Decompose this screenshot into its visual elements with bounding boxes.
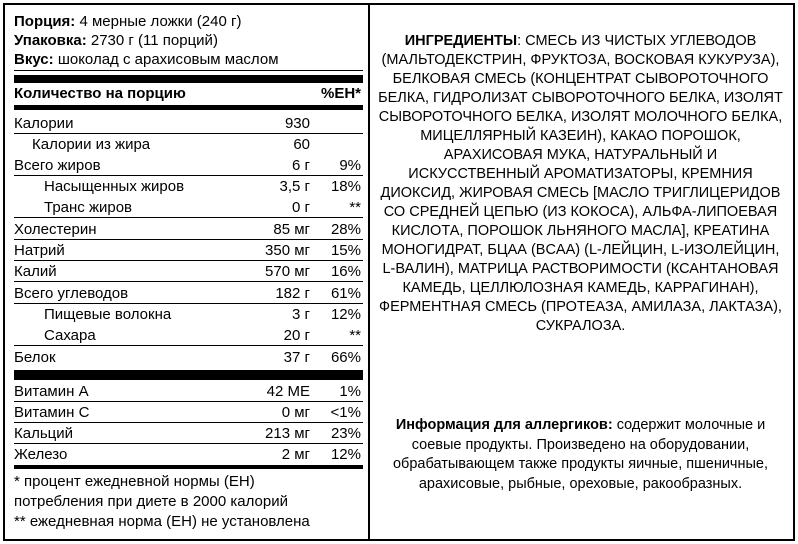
nutrient-name: Калории из жира — [32, 136, 151, 153]
nutrient-name: Транс жиров — [44, 199, 133, 216]
nutrient-row — [14, 113, 363, 134]
nutrient-daily-value: ** — [349, 199, 361, 216]
nutrient-daily-value: 12% — [330, 446, 361, 463]
nutrient-name: Всего жиров — [14, 157, 101, 174]
allergen-info: Информация для аллергиков: содержит молочные и соевые продукты. Произведено на оборудовании, обрабатывающем также продукты яичные, пшеничные, арахисовые, рыбные, ореховые, ракообразных. — [392, 417, 769, 492]
footnote-2: потребления при диете в 2000 калорий — [14, 493, 288, 510]
package-size: Упаковка: 2730 г (11 порций) — [14, 32, 218, 49]
nutrient-amount: 3 г — [292, 306, 310, 323]
nutrient-amount: 2 мг — [281, 446, 310, 463]
nutrient-daily-value: <1% — [330, 404, 361, 421]
thick-divider — [14, 105, 363, 110]
nutrient-row — [14, 197, 363, 218]
nutrient-row — [14, 219, 363, 240]
nutrient-amount: 213 мг — [265, 425, 310, 442]
thick-divider — [14, 465, 363, 469]
nutrient-name: Железо — [14, 446, 68, 463]
nutrient-amount: 85 мг — [273, 221, 310, 238]
thick-divider — [14, 75, 363, 83]
nutrition-facts-panel: Порция: 4 мерные ложки (240 г) Упаковка: 2730 г (11 порций) Вкус: шоколад с арахисовым маслом Количество на порцию %ЕН* Калории 930 Калории из жира 60 Всего жиров 6 г 9% Насыщенных жиров 3,5 г 18% Транс жиров 0 г ** Холестерин 85 мг 28% Натрий 350 мг 15% Калий 570 мг 16% Всего углеводов 182 г 61% Пищевые волокна 3 г 12% Сахара 20 г ** Белок 37 г 66% Витамин А 42 МЕ 1% Витамин С 0 мг <1% Кальций 213 мг 23% Железо 2 мг 12% * процент ежедневной нормы (ЕН) потребления при диете в 2000 калорий ** ежедневная норма (ЕН) не установлена — [5, 5, 370, 539]
nutrient-daily-value: 66% — [330, 349, 361, 366]
nutrient-amount: 60 — [293, 136, 310, 153]
nutrient-row — [14, 283, 363, 304]
nutrient-row — [14, 240, 363, 261]
flavor: Вкус: шоколад с арахисовым маслом — [14, 51, 279, 68]
nutrient-name: Холестерин — [14, 221, 97, 238]
serving-size: Порция: 4 мерные ложки (240 г) — [14, 13, 242, 30]
nutrient-name: Калий — [14, 263, 57, 280]
nutrient-row — [14, 325, 363, 346]
nutrient-amount: 350 мг — [265, 242, 310, 259]
nutrient-amount: 0 г — [292, 199, 310, 216]
nutrient-daily-value: 23% — [330, 425, 361, 442]
divider — [14, 70, 363, 71]
nutrient-name: Сахара — [44, 327, 96, 344]
nutrient-name: Натрий — [14, 242, 65, 259]
nutrient-daily-value: 1% — [339, 383, 361, 400]
nutrient-row — [14, 176, 363, 197]
nutrient-row — [14, 381, 363, 402]
nutrition-label — [3, 3, 795, 541]
nutrient-amount: 3,5 г — [279, 178, 310, 195]
nutrient-daily-value: 61% — [330, 285, 361, 302]
nutrient-amount: 930 — [284, 115, 310, 132]
nutrient-row — [14, 261, 363, 282]
nutrient-name: Насыщенных жиров — [44, 178, 185, 195]
nutrient-daily-value: 15% — [330, 242, 361, 259]
nutrient-amount: 20 г — [283, 327, 310, 344]
nutrient-daily-value: 12% — [330, 306, 361, 323]
nutrient-amount: 6 г — [292, 157, 310, 174]
nutrient-row — [14, 347, 363, 368]
nutrient-row — [14, 402, 363, 423]
nutrient-amount: 37 г — [283, 349, 310, 366]
nutrient-name: Всего углеводов — [14, 285, 129, 302]
nutrient-amount: 182 г — [275, 285, 310, 302]
nutrient-name: Витамин С — [14, 404, 90, 421]
nutrient-daily-value: 28% — [330, 221, 361, 238]
footnote-1: * процент ежедневной нормы (ЕН) — [14, 473, 255, 490]
nutrient-name: Витамин А — [14, 383, 89, 400]
nutrient-row — [14, 155, 363, 176]
nutrient-name: Кальций — [14, 425, 73, 442]
nutrient-row — [14, 444, 363, 465]
nutrient-row — [14, 134, 363, 155]
nutrient-amount: 0 мг — [281, 404, 310, 421]
nutrient-name: Калории — [14, 115, 74, 132]
nutrient-name: Белок — [14, 349, 56, 366]
nutrient-name: Пищевые волокна — [44, 306, 172, 323]
nutrient-daily-value: 9% — [339, 157, 361, 174]
footnote-3: ** ежедневная норма (ЕН) не установлена — [14, 513, 310, 530]
nutrient-daily-value: 18% — [330, 178, 361, 195]
nutrient-daily-value: ** — [349, 327, 361, 344]
nutrient-row — [14, 423, 363, 444]
thick-divider — [14, 370, 363, 380]
nutrient-amount: 570 мг — [265, 263, 310, 280]
nutrient-amount: 42 МЕ — [266, 383, 310, 400]
nutrient-daily-value: 16% — [330, 263, 361, 280]
ingredients-panel — [370, 5, 793, 539]
ingredients-text: ИНГРЕДИЕНТЫ: СМЕСЬ ИЗ ЧИСТЫХ УГЛЕВОДОВ (МАЛЬТОДЕКСТРИН, ФРУКТОЗА, ВОСКОВАЯ КУКУРУЗА), БЕЛКОВАЯ СМЕСЬ (КОНЦЕНТРАТ СЫВОРОТОЧНОГО БЕЛКА, ГИДРОЛИЗАТ СЫВОРОТОЧНОГО БЕЛКА, ИЗОЛЯТ СЫВОРОТОЧНОГО БЕЛКА, ИЗОЛЯТ МОЛОЧНОГО БЕЛКА, МИЦЕЛЛЯРНЫЙ КАЗЕИН), КАКАО ПОРОШОК, АРАХИСОВАЯ МУКА, НАТУРАЛЬНЫЙ И ИСКУССТВЕННЫЙ АРОМАТИЗАТОРЫ, КРЕМНИЯ ДИОКСИД, ЖИРОВАЯ СМЕСЬ [МАСЛО ТРИГЛИЦЕРИДОВ СО СРЕДНЕЙ ЦЕПЬЮ (ИЗ КОКОСА), АЛЬФА-ЛИПОЕВАЯ КИСЛОТА, ПОРОШОК ЛЬНЯНОГО МАСЛА], КРЕАТИНА МОНОГИДРАТ, БЦАА (BCAA) (L-ЛЕЙЦИН, L-ИЗОЛЕЙЦИН, L-ВАЛИН), МАТРИЦА РАСТВОРИМОСТИ (КСАНТАНОВАЯ КАМЕДЬ, ЦЕЛЛЮЛОЗНАЯ КАМЕДЬ, КАРРАГИНАН), ФЕРМЕНТНАЯ СМЕСЬ (ПРОТЕАЗА, АМИЛАЗА, ЛАКТАЗА), СУКРАЛОЗА. — [378, 33, 783, 334]
nutrient-row — [14, 304, 363, 325]
